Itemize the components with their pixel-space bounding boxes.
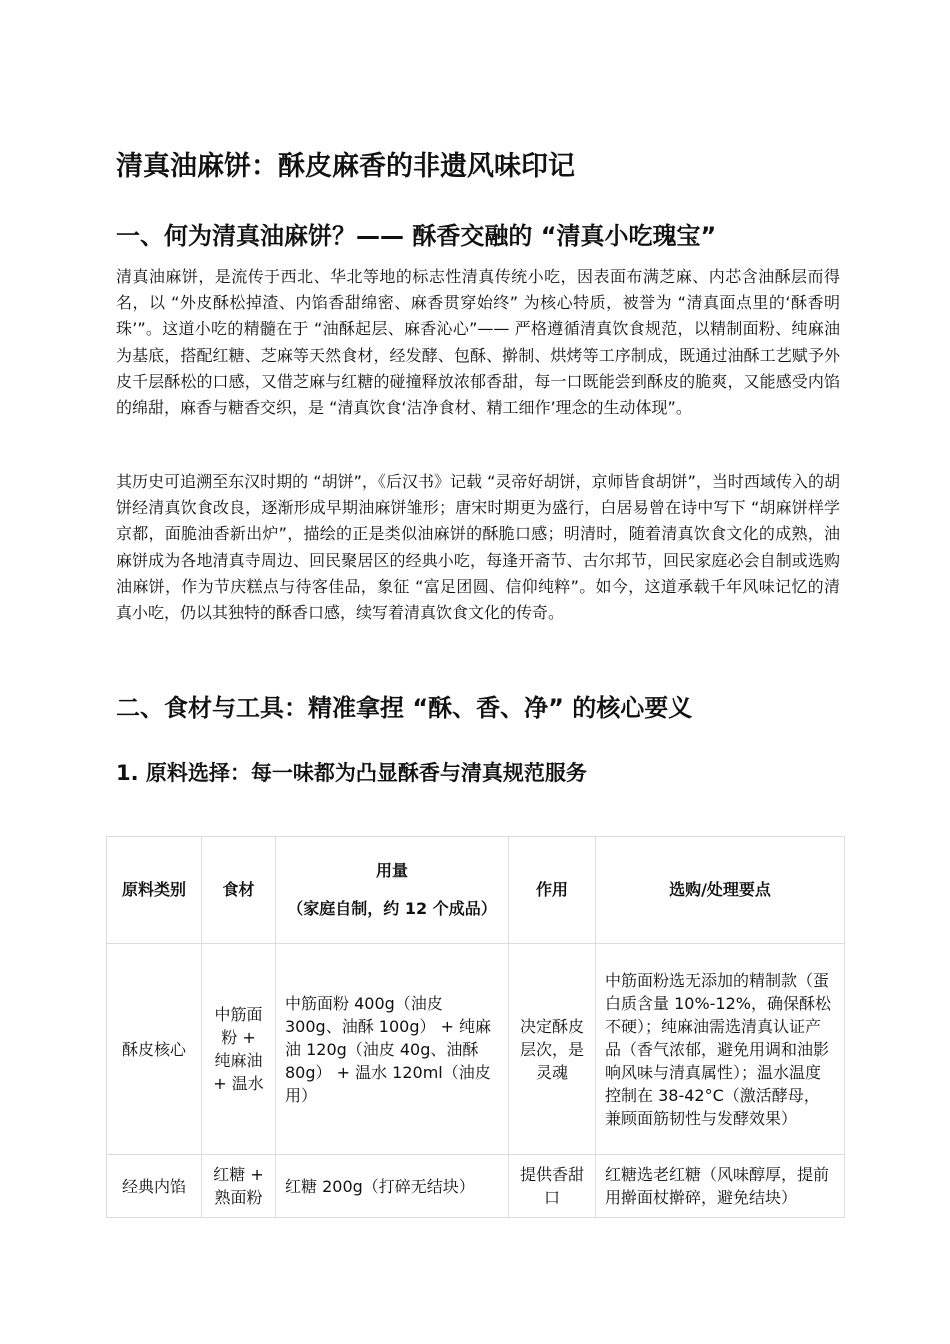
- page-title: 清真油麻饼：酥皮麻香的非遗风味印记: [116, 151, 575, 182]
- section-1-heading: 一、何为清真油麻饼？—— 酥香交融的 “清真小吃瑰宝”: [116, 222, 717, 250]
- cell-amount: 红糖 200g（打碎无结块）: [276, 1155, 509, 1218]
- cell-amount: 中筋面粉 400g（油皮 300g、油酥 100g） + 纯麻油 120g（油皮 40g、油酥 80g） + 温水 120ml（油皮用）: [276, 944, 509, 1155]
- header-amount-line2: （家庭自制，约 12 个成品）: [287, 899, 497, 918]
- header-role: 作用: [509, 837, 596, 944]
- cell-role-text: 提供香甜口: [519, 1165, 584, 1207]
- cell-tips: [596, 1155, 845, 1218]
- cell-ingredient-text: 红糖 + 熟面粉: [213, 1165, 264, 1207]
- section-2-subheading: 1. 原料选择：每一味都为凸显酥香与清真规范服务: [116, 761, 587, 785]
- section-1-paragraph-2: 其历史可追溯至东汉时期的 “胡饼”，《后汉书》记载 “灵帝好胡饼，京师皆食胡饼”，当时西域传入的胡饼经清真饮食改良，逐渐形成早期油麻饼雏形；唐宋时期更为盛行，白居易曾在诗中写下 “胡麻饼样学京都，面脆油香新出炉”，描绘的正是类似油麻饼的酥脆口感；明清时，随着清真饮食文化的成熟，油麻饼成为各地清真寺周边、回民聚居区的经典小吃，每逢开斋节、古尔邦节，回民家庭必会自制或选购油麻饼，作为节庆糕点与待客佳品，象征 “富足团圆、信仰纯粹”。如今，这道承载千年风味记忆的清真小吃，仍以其独特的酥香口感，续写着清真饮食文化的传奇。: [116, 472, 840, 623]
- cell-ingredient: 中筋面粉 + 纯麻油 + 温水: [202, 944, 276, 1155]
- ingredients-table: [106, 836, 845, 1218]
- header-tips: 选购/处理要点: [596, 837, 845, 944]
- section-1-paragraph-1: 清真油麻饼，是流传于西北、华北等地的标志性清真传统小吃，因表面布满芝麻、内芯含油酥层而得名，以 “外皮酥松掉渣、内馅香甜绵密、麻香贯穿始终” 为核心特质，被誉为 “清真面点里的‘酥香明珠’”。这道小吃的精髓在于 “油酥起层、麻香沁心”—— 严格遵循清真饮食规范，以精制面粉、纯麻油为基底，搭配红糖、芝麻等天然食材，经发酵、包酥、擀制、烘烤等工序制成，既通过油酥工艺赋予外皮千层酥松的口感，又借芝麻与红糖的碰撞释放浓郁香甜，每一口既能尝到酥皮的脆爽，又能感受内馅的绵甜，麻香与糖香交织，是 “清真饮食‘洁净食材、精工细作’理念的生动体现”。: [116, 267, 840, 418]
- cell-role: 决定酥皮层次，是灵魂: [509, 944, 596, 1155]
- table-header-row: [107, 837, 845, 944]
- table-row: [107, 944, 845, 1155]
- table-row: [107, 1155, 845, 1218]
- cell-category: 酥皮核心: [107, 944, 202, 1155]
- cell-ingredient: [202, 1155, 276, 1218]
- header-amount-line1: 用量: [375, 861, 408, 880]
- header-category: 原料类别: [107, 837, 202, 944]
- cell-category: 经典内馅: [107, 1155, 202, 1218]
- section-2-heading: 二、食材与工具：精准拿捏 “酥、香、净” 的核心要义: [116, 694, 693, 722]
- cell-role: [509, 1155, 596, 1218]
- cell-tips-text: 红糖选老红糖（风味醇厚，提前用擀面杖擀碎，避免结块）: [605, 1165, 830, 1207]
- cell-tips: 中筋面粉选无添加的精制款（蛋白质含量 10%-12%，确保酥松不硬）；纯麻油需选清真认证产品（香气浓郁，避免用调和油影响风味与清真属性）；温水温度控制在 38-42°C（激活酵母，兼顾面筋韧性与发酵效果）: [596, 944, 845, 1155]
- header-ingredient: 食材: [202, 837, 276, 944]
- header-amount: [276, 837, 509, 944]
